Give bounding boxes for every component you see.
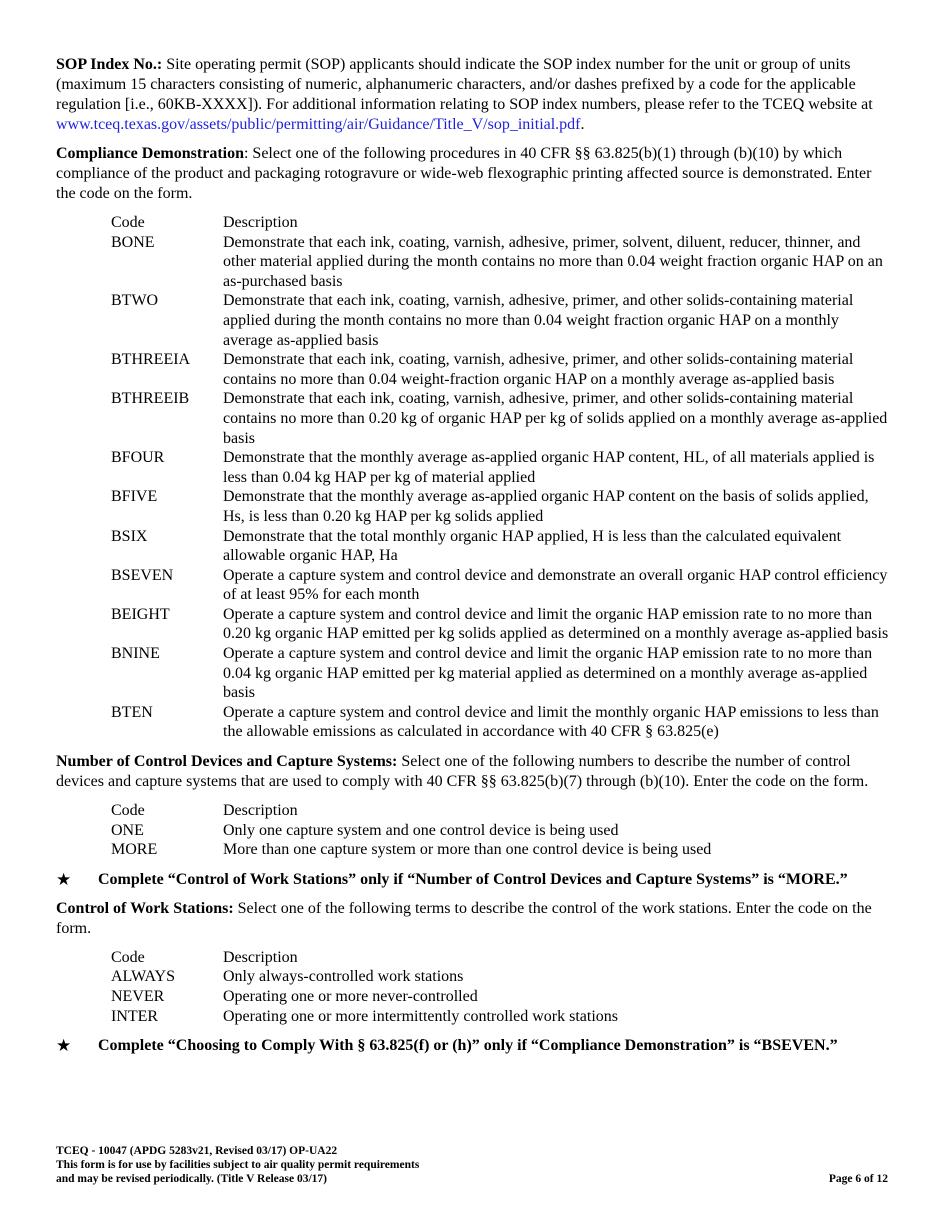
table-row <box>111 1007 891 1027</box>
row-code: BTEN <box>111 703 153 721</box>
note-text: Complete “Choosing to Comply With § 63.825(f) or (h)” only if “Compliance Demonstration” is “BSEVEN.” <box>98 1037 838 1055</box>
page-footer <box>56 1144 888 1186</box>
tceq-website-link[interactable]: www.tceq.texas.gov/assets/public/permitting/air/Guidance/Title_V/sop_initial.pdf <box>56 116 581 133</box>
code-header: Code <box>111 802 145 820</box>
row-code: ALWAYS <box>111 968 176 986</box>
row-description: Demonstrate that each ink, coating, varnish, adhesive, primer, and other solids-containing material contains no more than 0.04 weight-fraction organic HAP on a monthly average as-applied basis <box>223 351 854 388</box>
code-header: Code <box>111 214 145 231</box>
sop-index-end: . <box>580 116 585 133</box>
table-row <box>111 291 891 350</box>
work-stations-paragraph <box>56 899 890 939</box>
row-code: MORE <box>111 841 158 859</box>
table-row <box>111 233 891 292</box>
row-code: BFOUR <box>111 449 165 467</box>
page-number: Page 6 of 12 <box>828 1173 888 1185</box>
row-code: INTER <box>111 1007 159 1025</box>
description-header: Description <box>223 214 298 231</box>
star-icon: ★ <box>56 869 72 890</box>
work-stations-text: Select one of the following terms to describe the control of the work stations. Enter the code on the form. <box>56 899 872 937</box>
row-description: More than one capture system or more than one control device is being used <box>223 841 712 859</box>
control-devices-text: Select one of the following numbers to describe the number of control devices and capture systems that are used to comply with 40 CFR §§ 63.825(b)(7) through (b)(10). Enter the code on the form. <box>56 753 869 791</box>
row-description: Operating one or more never-controlled <box>223 988 478 1005</box>
page-content <box>56 55 890 1065</box>
row-code: BSEVEN <box>111 566 174 584</box>
footer-form-id: TCEQ - 10047 (APDG 5283v21, Revised 03/17) OP-UA22 <box>56 1145 338 1157</box>
row-code: BNINE <box>111 645 160 663</box>
description-header: Description <box>223 948 298 966</box>
table-row <box>111 350 891 389</box>
table-row <box>111 703 891 742</box>
footer-revision-note: and may be revised periodically. (Title V Release 03/17) <box>56 1173 327 1185</box>
compliance-demonstration-label: Compliance Demonstration <box>56 145 244 162</box>
row-code: BTHREEIA <box>111 351 191 369</box>
sop-index-text: Site operating permit (SOP) applicants should indicate the SOP index number for the unit or group of units (maximum 15 characters consisting of numeric, alphanumeric characters, and/or dashes prefixed by a code for the applicable regulation [i.e., 60KB-XXXX]). For additional information relating to SOP index numbers, please refer to the TCEQ website at <box>56 56 873 113</box>
table-row <box>111 389 891 448</box>
row-code: BONE <box>111 233 155 251</box>
row-code: BTHREEIB <box>111 390 190 408</box>
table-row <box>111 566 891 605</box>
row-description: Demonstrate that the total monthly organic HAP applied, H is less than the calculated equivalent allowable organic HAP, Ha <box>223 527 842 565</box>
row-code: BFIVE <box>111 488 158 506</box>
table-header-row <box>111 213 891 233</box>
code-header: Code <box>111 948 145 966</box>
table-row <box>111 644 891 703</box>
row-description: Operate a capture system and control device and limit the organic HAP emission rate to no more than 0.04 kg organic HAP emitted per kg material applied as determined on a monthly average as-applied basis <box>223 645 873 702</box>
table-header-row <box>111 801 891 821</box>
star-icon: ★ <box>56 1036 72 1057</box>
row-description: Only one capture system and one control device is being used <box>223 821 619 839</box>
row-description: Operate a capture system and control device and demonstrate an overall organic HAP control efficiency of at least 95% for each month <box>223 566 888 604</box>
conditional-note-work-stations <box>56 870 890 890</box>
footer-usage-note: This form is for use by facilities subject to air quality permit requirements <box>56 1159 420 1171</box>
row-description: Demonstrate that each ink, coating, varnish, adhesive, primer, and other solids-containing material contains no more than 0.20 kg of organic HAP per kg of solids applied on a monthly average as-applied basis <box>223 390 888 447</box>
table-row <box>111 605 891 644</box>
row-code: BEIGHT <box>111 605 170 623</box>
row-description: Operate a capture system and control device and limit the monthly organic HAP emissions to less than the allowable emissions as calculated in accordance with 40 CFR § 63.825(e) <box>223 703 879 741</box>
row-description: Operate a capture system and control device and limit the organic HAP emission rate to no more than 0.20 kg organic HAP emitted per kg solids applied as determined on a monthly average as-applied basis <box>223 605 889 643</box>
table-header-row <box>111 948 891 968</box>
compliance-demonstration-text: : Select one of the following procedures in 40 CFR §§ 63.825(b)(1) through (b)(10) by which compliance of the product and packaging rotogravure or wide-web flexographic printing affected source is demonstrated. Enter the code on the form. <box>56 145 872 202</box>
row-code: ONE <box>111 821 144 839</box>
description-header: Description <box>223 802 298 820</box>
sop-index-paragraph <box>56 55 890 135</box>
row-description: Operating one or more intermittently controlled work stations <box>223 1007 619 1025</box>
row-code: BTWO <box>111 292 159 310</box>
compliance-code-table <box>111 213 891 742</box>
row-description: Only always-controlled work stations <box>223 968 464 986</box>
table-row <box>111 967 891 987</box>
sop-index-label: SOP Index No.: <box>56 56 163 73</box>
table-row <box>111 487 891 526</box>
table-row <box>111 448 891 487</box>
note-text: Complete “Control of Work Stations” only if “Number of Control Devices and Capture Systems” is “MORE.” <box>98 870 848 888</box>
table-row <box>111 821 891 841</box>
control-devices-label: Number of Control Devices and Capture Systems: <box>56 753 398 771</box>
work-stations-label: Control of Work Stations: <box>56 899 234 917</box>
row-description: Demonstrate that each ink, coating, varnish, adhesive, primer, solvent, diluent, reducer, thinner, and other material applied during the month contains no more than 0.04 weight fraction organic HAP on an as-purchased basis <box>223 233 883 290</box>
row-description: Demonstrate that the monthly average as-applied organic HAP content, HL, of all materials applied is less than 0.04 kg HAP per kg of material applied <box>223 449 875 486</box>
table-row <box>111 527 891 566</box>
work-stations-code-table <box>111 948 891 1026</box>
table-row <box>111 987 891 1007</box>
control-devices-paragraph <box>56 752 890 792</box>
compliance-demonstration-paragraph <box>56 144 890 204</box>
row-code: BSIX <box>111 527 148 545</box>
row-code: NEVER <box>111 988 165 1005</box>
conditional-note-choosing-to-comply <box>56 1036 890 1056</box>
row-description: Demonstrate that each ink, coating, varnish, adhesive, primer, and other solids-containing material applied during the month contains no more than 0.04 weight fraction organic HAP on a monthly average as-applied basis <box>223 292 854 349</box>
table-row <box>111 840 891 860</box>
row-description: Demonstrate that the monthly average as-applied organic HAP content on the basis of solids applied, Hs, is less than 0.20 kg HAP per kg solids applied <box>223 488 869 525</box>
control-devices-code-table <box>111 801 891 860</box>
